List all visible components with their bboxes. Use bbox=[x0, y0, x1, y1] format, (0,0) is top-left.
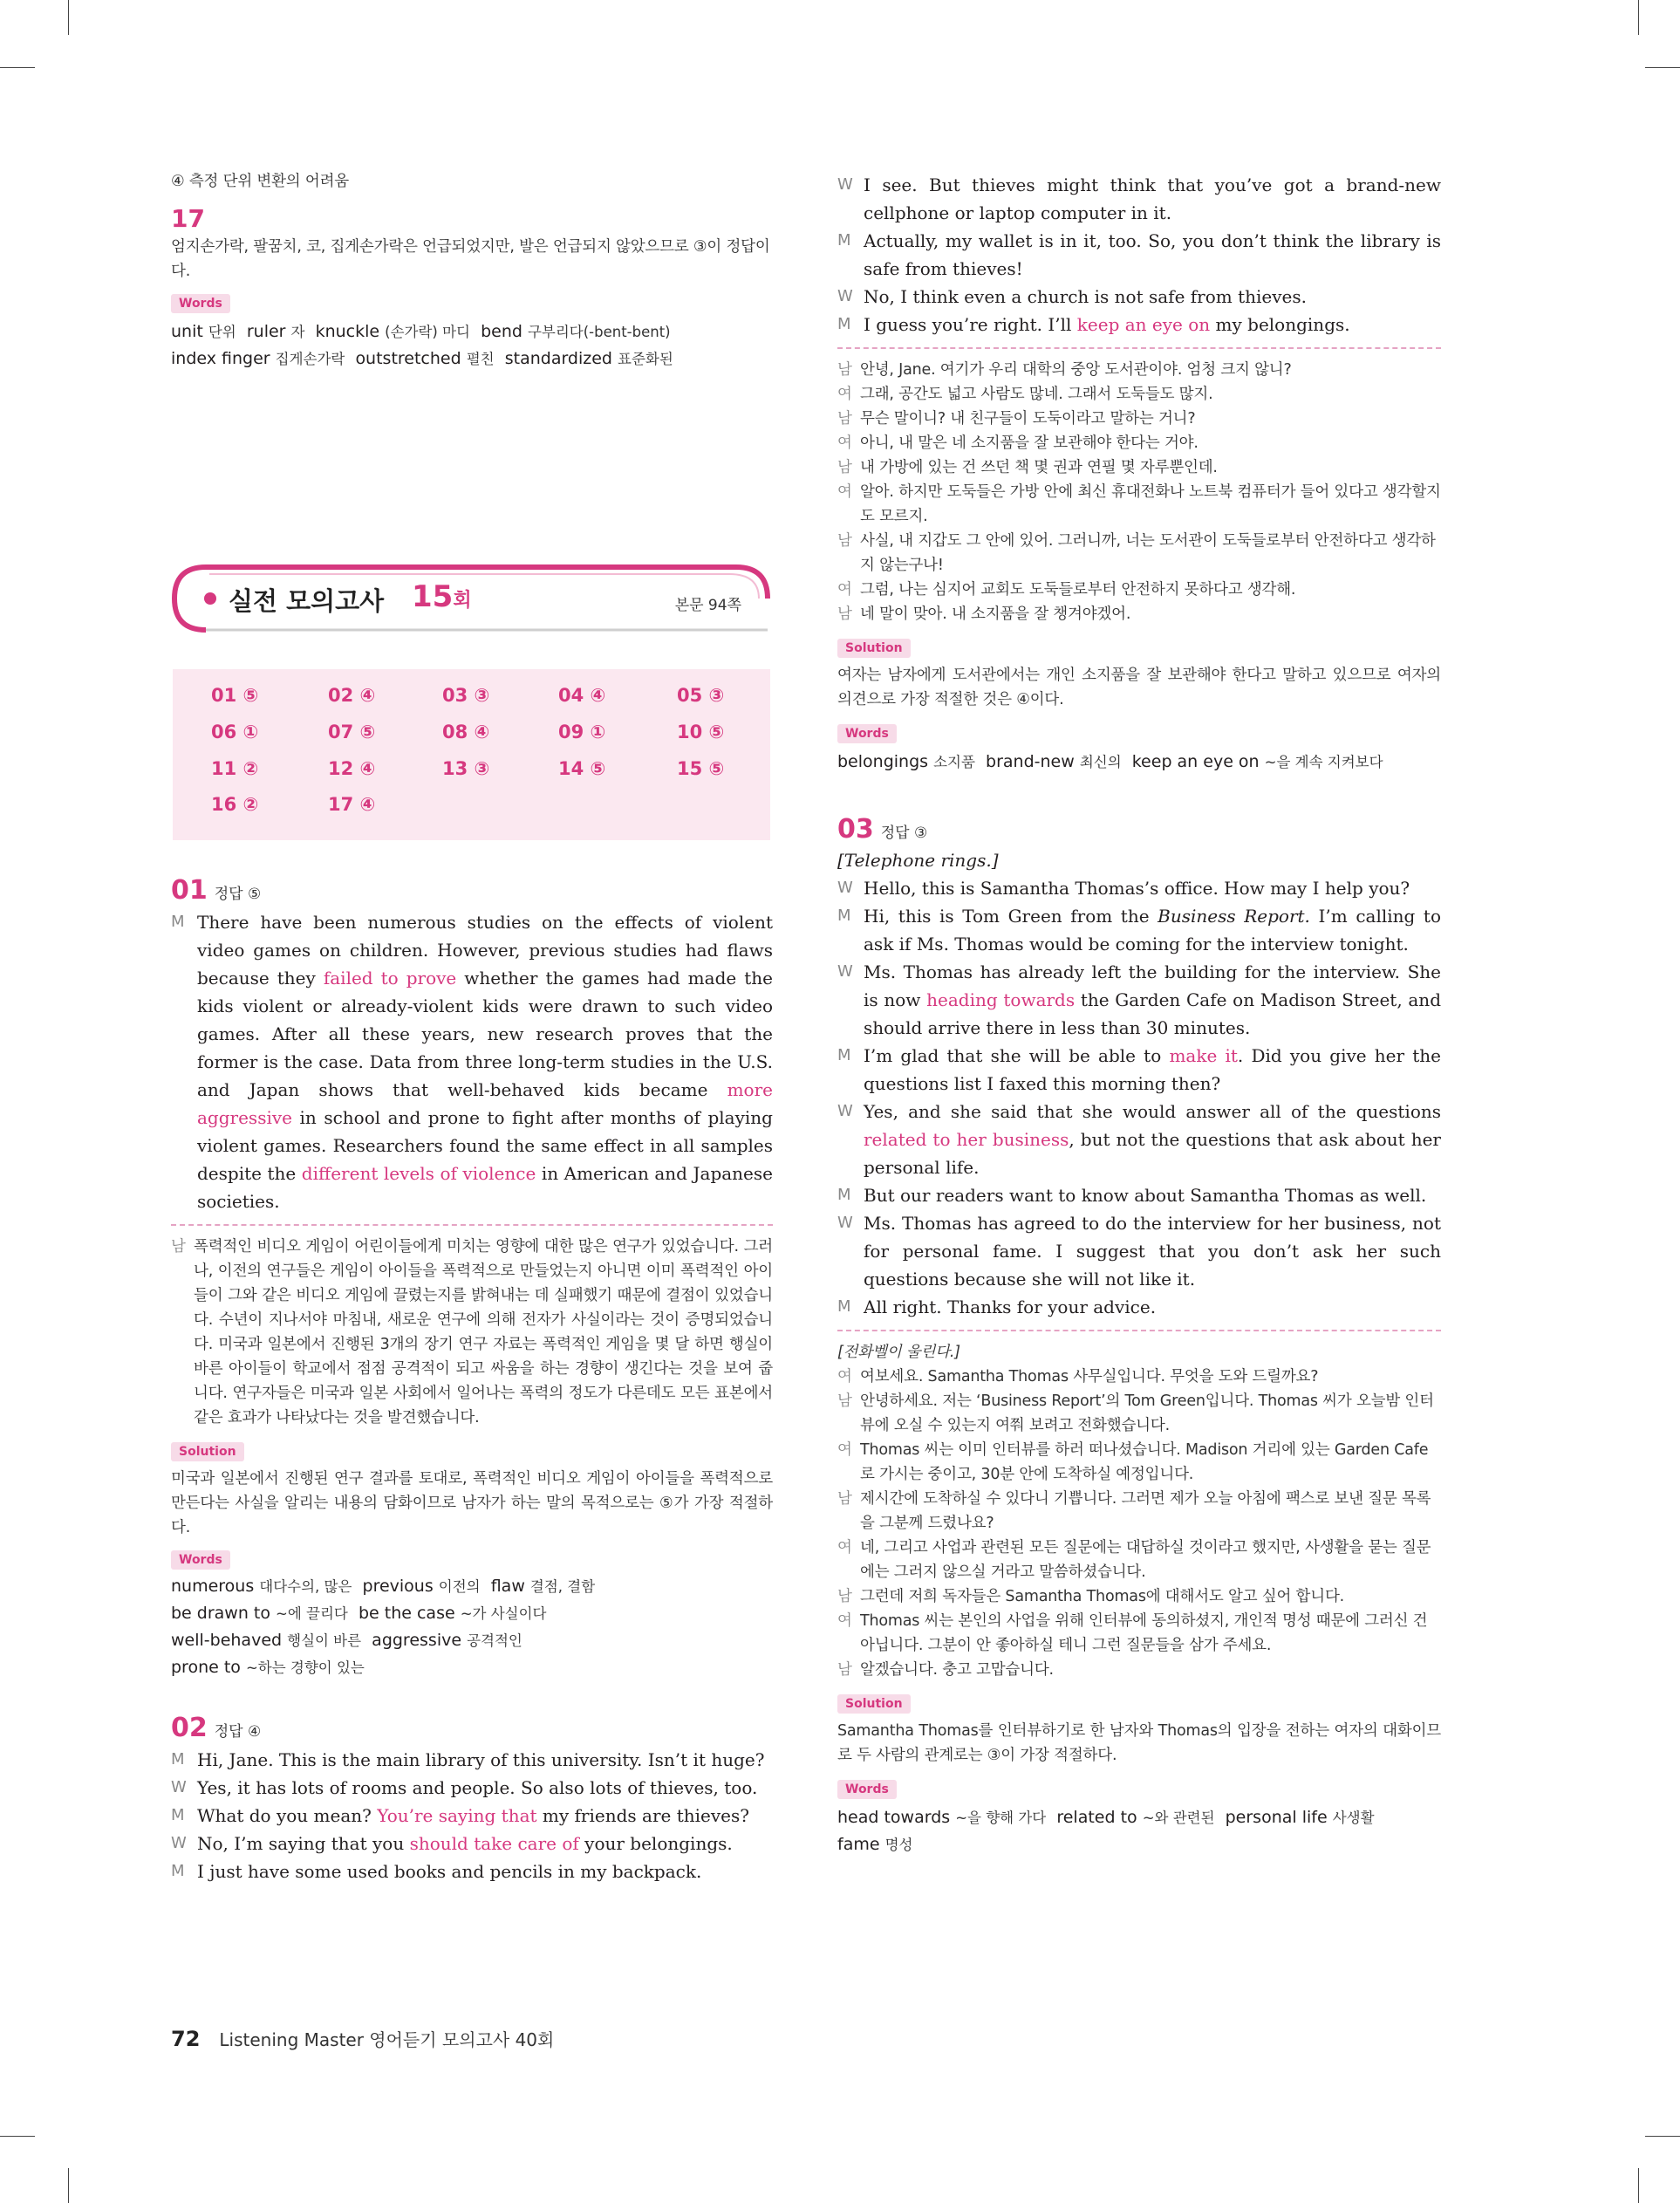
q17-words bbox=[171, 318, 773, 373]
answer-key-item: 17 ④ bbox=[328, 794, 376, 815]
word-meaning: 대다수의, 많은 bbox=[259, 1578, 352, 1595]
script-text: Hi, Jane. This is the main library of this university. Isn’t it huge? bbox=[197, 1749, 765, 1770]
word-meaning: 표준화된 bbox=[618, 351, 673, 367]
key-phrase: failed to prove bbox=[323, 968, 457, 989]
translation-line bbox=[837, 480, 1441, 529]
translation-text: 네, 그리고 사업과 관련된 모든 질문에는 대답하실 것이라고 했지만, 사생활을 묻는 질문에는 그러지 않으실 거라고 말씀하셨습니다. bbox=[860, 1539, 1431, 1581]
words-row bbox=[837, 1804, 1441, 1831]
q01-words bbox=[171, 1573, 773, 1681]
word-term: outstretched bbox=[355, 349, 461, 368]
speaker-label: 남 bbox=[837, 1661, 852, 1679]
banner-page-ref: 본문 94쪽 bbox=[674, 597, 741, 614]
speaker-label: M bbox=[171, 1750, 185, 1769]
word-term: flaw bbox=[490, 1577, 525, 1596]
translation-text: Thomas 씨는 본인의 사업을 위해 인터뷰에 동의하셨지, 개인적 명성 때문에 그러신 건 아닙니다. 그분이 안 좋아하실 테니 그런 질문들을 삼가 주세요. bbox=[860, 1612, 1428, 1654]
solution-tag: Solution bbox=[837, 639, 911, 658]
speaker-label: W bbox=[837, 175, 853, 194]
dialogue-line bbox=[171, 1802, 773, 1830]
script-text: Business Report. bbox=[1158, 906, 1310, 927]
speaker-label: W bbox=[837, 1102, 853, 1120]
key-phrase: different levels of violence bbox=[301, 1163, 536, 1184]
translation-line bbox=[837, 578, 1441, 602]
word-meaning: 구부리다(-bent-bent) bbox=[527, 324, 671, 340]
script-text: my friends are thieves? bbox=[536, 1805, 749, 1826]
word-meaning: 결점, 결함 bbox=[529, 1578, 596, 1595]
q02-answer: 정답 ④ bbox=[214, 1723, 262, 1741]
translation-line bbox=[837, 1389, 1441, 1438]
word-term: brand-new bbox=[986, 752, 1075, 771]
word-term: unit bbox=[171, 322, 203, 341]
word-meaning: 최신의 bbox=[1079, 754, 1122, 770]
speaker-label: M bbox=[171, 913, 185, 931]
q03-solution: Samantha Thomas를 인터뷰하기로 한 남자와 Thomas의 입장을 전하는 여자의 대화이므로 두 사람의 관계로는 ③이 가장 적절하다. bbox=[837, 1722, 1441, 1764]
word-meaning: ~에 끌리다 bbox=[276, 1605, 348, 1622]
translation-text: 사실, 내 지갑도 그 안에 있어. 그러니까, 너는 도서관이 도둑들로부터 안전하다고 생각하지 않는구나! bbox=[860, 532, 1436, 574]
word-term: bend bbox=[481, 322, 522, 341]
q17-number: 17 bbox=[171, 204, 205, 233]
word-meaning: 펼친 bbox=[466, 351, 495, 367]
answer-key-item: 16 ② bbox=[211, 794, 259, 815]
q02-words bbox=[837, 749, 1441, 776]
words-tag: Words bbox=[171, 1550, 230, 1570]
translation-text: 그런데 저희 독자들은 Samantha Thomas에 대해서도 알고 싶어 합니다. bbox=[860, 1588, 1345, 1605]
dialogue-line bbox=[837, 227, 1441, 283]
dialogue-line bbox=[837, 902, 1441, 958]
translation-line bbox=[837, 1609, 1441, 1658]
script-text: There have been numerous studies on the effects of violent video games on children. However, previous studies had flaws because they bbox=[197, 912, 773, 989]
q03-number: 03 bbox=[837, 814, 874, 845]
script-text: Ms. Thomas has agreed to do the interview for her business, not for personal fame. I suggest that you don’t ask her such questions because she will not like it. bbox=[864, 1213, 1441, 1290]
translation-text: 알아. 하지만 도둑들은 가방 안에 최신 휴대전화나 노트북 컴퓨터가 들어 있다고 생각할지도 모르지. bbox=[860, 483, 1441, 525]
translation-line bbox=[837, 358, 1441, 382]
word-meaning: ~을 향해 가다 bbox=[955, 1810, 1047, 1826]
translation-text: 네 말이 맞아. 내 소지품을 잘 챙겨야겠어. bbox=[860, 605, 1131, 623]
q03-header bbox=[837, 814, 1441, 845]
q02-translation bbox=[837, 358, 1441, 626]
divider bbox=[837, 347, 1441, 349]
word-term: aggressive bbox=[372, 1631, 462, 1650]
words-row bbox=[171, 318, 773, 346]
dialogue-line bbox=[171, 1830, 773, 1857]
word-meaning: ~하는 경향이 있는 bbox=[245, 1659, 365, 1676]
test-banner bbox=[171, 564, 771, 633]
translation-text: 그래, 공간도 넓고 사람도 많네. 그래서 도둑들도 많지. bbox=[860, 386, 1213, 403]
dialogue-line bbox=[837, 1209, 1441, 1293]
dialogue-line bbox=[837, 1098, 1441, 1181]
translation-text: 아니, 내 말은 네 소지품을 잘 보관해야 한다는 거야. bbox=[860, 434, 1199, 452]
word-term: head towards bbox=[837, 1808, 951, 1827]
word-meaning: (손가락) 마디 bbox=[385, 324, 470, 340]
script-text: whether the games had made the kids violent or already-violent kids were drawn to such video games. After all these years, new research proves that the former is the case. Data from three long-term studies in the U.S. and Japan shows that well-behaved kids became bbox=[197, 968, 773, 1100]
word-meaning: 공격적인 bbox=[467, 1632, 522, 1649]
speaker-label: 남 bbox=[837, 1588, 852, 1605]
q01-script-text bbox=[197, 912, 773, 1212]
book-title: Listening Master 영어듣기 모의고사 40회 bbox=[219, 2029, 555, 2050]
q01-answer: 정답 ⑤ bbox=[214, 886, 262, 903]
script-text: your belongings. bbox=[578, 1833, 733, 1854]
q03-translation bbox=[837, 1365, 1441, 1682]
translation-line bbox=[837, 382, 1441, 407]
speaker-label: W bbox=[837, 879, 853, 897]
script-text: Yes, it has lots of rooms and people. So also lots of thieves, too. bbox=[197, 1777, 758, 1798]
word-term: be drawn to bbox=[171, 1604, 270, 1623]
speaker-label: 여 bbox=[837, 1441, 852, 1459]
word-meaning: 단위 bbox=[208, 324, 236, 340]
script-text: All right. Thanks for your advice. bbox=[864, 1296, 1157, 1317]
dialogue-line bbox=[837, 958, 1441, 1042]
speaker-label: 남 bbox=[837, 605, 852, 623]
banner-title: 실전 모의고사 bbox=[229, 586, 385, 616]
speaker-label: M bbox=[171, 1862, 185, 1880]
banner-bullet-icon bbox=[204, 592, 216, 605]
translation-line bbox=[837, 1438, 1441, 1487]
speaker-label: 남 bbox=[837, 410, 852, 428]
dialogue-line bbox=[171, 1746, 773, 1774]
dialogue-line bbox=[837, 1181, 1441, 1209]
words-row bbox=[171, 1654, 773, 1681]
speaker-label: M bbox=[837, 315, 851, 333]
answer-key-item: 09 ① bbox=[558, 722, 606, 742]
key-phrase: should take care of bbox=[409, 1833, 579, 1854]
answer-key-item: 02 ④ bbox=[328, 685, 376, 706]
translation-line bbox=[837, 1536, 1441, 1584]
translation-text: 무슨 말이니? 내 친구들이 도둑이라고 말하는 거니? bbox=[860, 410, 1196, 428]
key-phrase: heading towards bbox=[926, 989, 1076, 1010]
word-term: related to bbox=[1056, 1808, 1137, 1827]
translation-line bbox=[837, 407, 1441, 431]
q02-header bbox=[171, 1713, 773, 1743]
q02-number: 02 bbox=[171, 1713, 208, 1743]
dialogue-line bbox=[837, 1293, 1441, 1321]
q01-translation bbox=[171, 1235, 773, 1430]
speaker-label: 남 bbox=[171, 1238, 186, 1255]
dialogue-line bbox=[171, 1774, 773, 1802]
q01-solution: 미국과 일본에서 진행된 연구 결과를 토대로, 폭력적인 비디오 게임이 아이들을 폭력적으로 만든다는 사실을 알리는 내용의 담화이므로 남자가 하는 말의 목적으로는 ⑤가 가장 적절하다. bbox=[171, 1470, 773, 1536]
speaker-label: 여 bbox=[837, 1368, 852, 1385]
word-term: numerous bbox=[171, 1577, 255, 1596]
word-meaning: 자 bbox=[290, 324, 305, 340]
crop-mark bbox=[1638, 0, 1639, 35]
crop-mark bbox=[1645, 2136, 1680, 2137]
answer-key-item: 04 ④ bbox=[558, 685, 606, 706]
page-number: 72 bbox=[171, 2027, 201, 2051]
script-text: Hello, this is Samantha Thomas’s office. How may I help you? bbox=[864, 878, 1410, 899]
script-text: Hi, this is Tom Green from the bbox=[864, 906, 1158, 927]
translation-line bbox=[837, 1584, 1441, 1609]
script-text: my belongings. bbox=[1210, 314, 1350, 335]
crop-mark bbox=[68, 0, 69, 35]
script-text: But our readers want to know about Samantha Thomas as well. bbox=[864, 1185, 1427, 1206]
speaker-label: 여 bbox=[837, 581, 852, 599]
q03-script bbox=[837, 874, 1441, 1321]
translation-line bbox=[837, 602, 1441, 626]
word-meaning: 명성 bbox=[884, 1837, 913, 1853]
translation-line bbox=[837, 431, 1441, 455]
speaker-label: 여 bbox=[837, 434, 852, 452]
q01-script bbox=[171, 908, 773, 1215]
translation-line bbox=[837, 1487, 1441, 1536]
translation-line bbox=[837, 1365, 1441, 1389]
speaker-label: W bbox=[837, 1214, 853, 1232]
script-text: , but not the questions that ask about her personal life. bbox=[864, 1129, 1441, 1178]
speaker-label: M bbox=[837, 1186, 851, 1204]
q17-explanation: 엄지손가락, 팔꿈치, 코, 집게손가락은 언급되었지만, 발은 언급되지 않았으므로 ③이 정답이다. bbox=[171, 238, 770, 280]
answer-key-item: 07 ⑤ bbox=[328, 722, 376, 742]
speaker-label: 남 bbox=[837, 1490, 852, 1508]
speaker-label: M bbox=[837, 231, 851, 250]
script-text: What do you mean? bbox=[197, 1805, 378, 1826]
key-phrase: keep an eye on bbox=[1076, 314, 1211, 335]
solution-tag: Solution bbox=[837, 1694, 911, 1714]
dialogue-line bbox=[837, 1042, 1441, 1098]
speaker-label: W bbox=[837, 287, 853, 305]
script-text: I see. But thieves might think that you’ve got a brand-new cellphone or laptop computer in it. bbox=[864, 174, 1441, 223]
speaker-label: W bbox=[171, 1834, 187, 1852]
translation-text: 그럼, 나는 심지어 교회도 도둑들로부터 안전하지 못하다고 생각해. bbox=[860, 581, 1296, 599]
answer-key-item: 05 ③ bbox=[677, 685, 725, 706]
script-text: I’m glad that she will be able to bbox=[864, 1045, 1170, 1066]
words-row bbox=[171, 1600, 773, 1627]
translation-line bbox=[837, 1658, 1441, 1682]
word-meaning: ~와 관련된 bbox=[1142, 1810, 1215, 1826]
q02-script-continued bbox=[837, 171, 1441, 339]
answer-grid bbox=[173, 669, 770, 840]
word-term: ruler bbox=[246, 322, 286, 341]
word-term: personal life bbox=[1225, 1808, 1328, 1827]
translation-text: 여보세요. Samantha Thomas 사무실입니다. 무엇을 도와 드릴까요? bbox=[860, 1368, 1319, 1385]
word-term: be the case bbox=[358, 1604, 455, 1623]
q02-script bbox=[171, 1746, 773, 1885]
left-column-bottom bbox=[171, 875, 773, 1885]
dialogue-line bbox=[837, 171, 1441, 227]
speaker-label: 여 bbox=[837, 483, 852, 501]
words-row bbox=[171, 1573, 773, 1600]
script-text: Ms. Thomas has already left the building for the interview. She is now bbox=[864, 961, 1441, 1010]
answer-key-item: 14 ⑤ bbox=[558, 758, 606, 779]
word-term: fame bbox=[837, 1835, 880, 1854]
word-meaning: 집게손가락 bbox=[275, 351, 345, 367]
answer-key-item: 11 ② bbox=[211, 758, 259, 779]
speaker-label: M bbox=[837, 1046, 851, 1064]
q03-ko-stage-direction: [전화벨이 울린다.] bbox=[837, 1344, 960, 1361]
word-meaning: 소지품 bbox=[933, 754, 975, 770]
script-text: Actually, my wallet is in it, too. So, you don’t think the library is safe from thieves! bbox=[864, 230, 1441, 279]
words-row bbox=[171, 1627, 773, 1654]
solution-tag: Solution bbox=[171, 1442, 244, 1461]
speaker-label: W bbox=[837, 962, 853, 981]
key-phrase: related to her business bbox=[864, 1129, 1069, 1150]
answer-key-item: 12 ④ bbox=[328, 758, 376, 779]
word-meaning: 행실이 바른 bbox=[287, 1632, 362, 1649]
translation-text: Thomas 씨는 이미 인터뷰를 하러 떠나셨습니다. Madison 거리에 있는 Garden Cafe로 가시는 중이고, 30분 안에 도착하실 예정입니다. bbox=[860, 1441, 1429, 1483]
words-tag: Words bbox=[171, 294, 230, 313]
script-text: I guess you’re right. I’ll bbox=[864, 314, 1077, 335]
word-term: prone to bbox=[171, 1658, 241, 1677]
key-phrase: You’re saying that bbox=[377, 1805, 537, 1826]
translation-line bbox=[837, 455, 1441, 480]
q03-words bbox=[837, 1804, 1441, 1858]
speaker-label: 여 bbox=[837, 386, 852, 403]
dialogue-line bbox=[837, 874, 1441, 902]
dialogue-line bbox=[837, 283, 1441, 311]
right-column bbox=[837, 171, 1441, 1858]
words-row bbox=[837, 1831, 1441, 1858]
script-text: No, I’m saying that you bbox=[197, 1833, 410, 1854]
answer-key-item: 01 ⑤ bbox=[211, 685, 259, 706]
answer-key-item: 03 ③ bbox=[442, 685, 490, 706]
q01-translation-text: 폭력적인 비디오 게임이 어린이들에게 미치는 영향에 대한 많은 연구가 있었습니다. 그러나, 이전의 연구들은 게임이 아이들을 폭력적으로 만들었는지 아니면 이미 폭력적인 아이들이 그와 같은 비디오 게임에 끌렸는지를 밝혀내는 데 실패했기 때문에 결점이 있었습니다. 수년이 지나서야 마침내, 새로운 연구에 의해 전자가 사실이라는 것이 증명되었습니다. 미국과 일본에서 진행된 3개의 장기 연구 자료는 폭력적인 게임을 몇 달 하면 행실이 바른 아이들이 학교에서 점점 공격적이 되고 싸움을 하는 경향이 생긴다는 것을 보여 줍니다. 연구자들은 미국과 일본 사회에서 일어나는 폭력의 정도가 다른데도 모든 표본에서 같은 효과가 나타났다는 것을 발견했습니다. bbox=[194, 1238, 773, 1426]
script-text: No, I think even a church is not safe from thieves. bbox=[864, 286, 1307, 307]
speaker-label: 여 bbox=[837, 1612, 852, 1630]
script-text: the Garden Cafe on Madison Street, and should arrive there in less than 30 minutes. bbox=[864, 989, 1441, 1038]
script-text: in American and Japanese societies. bbox=[197, 1163, 773, 1212]
q03-stage-direction: [Telephone rings.] bbox=[837, 850, 999, 871]
divider bbox=[837, 1330, 1441, 1331]
word-term: well-behaved bbox=[171, 1631, 283, 1650]
word-term: belongings bbox=[837, 752, 929, 771]
translation-line bbox=[837, 529, 1441, 578]
script-text: I just have some used books and pencils in my backpack. bbox=[197, 1861, 702, 1882]
script-text: in school and prone to fight after months of playing violent games. Researchers found the same effect in all samples despite the bbox=[197, 1107, 773, 1184]
left-column-top bbox=[171, 166, 773, 373]
q02-solution: 여자는 남자에게 도서관에서는 개인 소지품을 잘 보관해야 한다고 말하고 있으므로 여자의 의견으로 가장 적절한 것은 ④이다. bbox=[837, 667, 1441, 708]
script-text: I’m calling to ask if Ms. Thomas would be coming for the interview tonight. bbox=[864, 906, 1441, 954]
speaker-label: 여 bbox=[837, 1539, 852, 1556]
speaker-label: 남 bbox=[837, 361, 852, 379]
translation-text: 내 가방에 있는 건 쓰던 책 몇 권과 연필 몇 자루뿐인데. bbox=[860, 459, 1218, 476]
speaker-label: M bbox=[837, 907, 851, 925]
banner-number: 15회 bbox=[412, 579, 472, 614]
answer-key-item: 15 ⑤ bbox=[677, 758, 725, 779]
crop-mark bbox=[1645, 67, 1680, 68]
words-tag: Words bbox=[837, 1780, 897, 1799]
translation-text: 알겠습니다. 충고 고맙습니다. bbox=[860, 1661, 1054, 1679]
word-meaning: 사생활 bbox=[1332, 1810, 1375, 1826]
word-meaning: ~가 사실이다 bbox=[460, 1605, 547, 1622]
speaker-label: 남 bbox=[837, 1392, 852, 1410]
translation-text: 안녕, Jane. 여기가 우리 대학의 중앙 도서관이야. 엄청 크지 않니? bbox=[860, 361, 1292, 379]
q03-answer: 정답 ③ bbox=[880, 824, 928, 842]
answer-key-item: 13 ③ bbox=[442, 758, 490, 779]
speaker-label: M bbox=[171, 1806, 185, 1824]
answer-key-item: 08 ④ bbox=[442, 722, 490, 742]
words-row bbox=[837, 749, 1441, 776]
answer-key-item: 06 ① bbox=[211, 722, 259, 742]
word-term: previous bbox=[362, 1577, 434, 1596]
speaker-label: M bbox=[837, 1297, 851, 1316]
dialogue-line bbox=[171, 1857, 773, 1885]
crop-mark bbox=[1638, 2168, 1639, 2203]
translation-text: 제시간에 도착하실 수 있다니 기쁩니다. 그러면 제가 오늘 아침에 팩스로 보낸 질문 목록을 그분께 드렸나요? bbox=[860, 1490, 1431, 1532]
word-term: index finger bbox=[171, 349, 270, 368]
translation-text: 안녕하세요. 저는 ‘Business Report’의 Tom Green입니다. Thomas 씨가 오늘밤 인터뷰에 오실 수 있는지 여쭤 보려고 전화했습니다. bbox=[860, 1392, 1434, 1434]
answer-key-item: 10 ⑤ bbox=[677, 722, 725, 742]
word-meaning: ~을 계속 지켜보다 bbox=[1264, 754, 1383, 770]
script-text: . Did you give her the questions list I faxed this morning then? bbox=[864, 1045, 1442, 1094]
speaker-label: 남 bbox=[837, 532, 852, 550]
word-term: standardized bbox=[504, 349, 612, 368]
q17-section bbox=[171, 204, 773, 373]
speaker-label: W bbox=[171, 1778, 187, 1796]
crop-mark bbox=[68, 2168, 69, 2203]
q01-header bbox=[171, 875, 773, 906]
crop-mark bbox=[0, 67, 35, 68]
page-footer bbox=[171, 2026, 554, 2051]
word-term: keep an eye on bbox=[1131, 752, 1260, 771]
speaker-label: 남 bbox=[837, 459, 852, 476]
previous-answer-line: ④ 측정 단위 변환의 어려움 bbox=[171, 173, 349, 190]
q01-number: 01 bbox=[171, 875, 208, 906]
word-term: knuckle bbox=[315, 322, 380, 341]
divider bbox=[171, 1224, 773, 1226]
crop-mark bbox=[0, 2136, 35, 2137]
script-text: Yes, and she said that she would answer all of the questions bbox=[864, 1101, 1441, 1122]
words-tag: Words bbox=[837, 724, 897, 743]
word-meaning: 이전의 bbox=[438, 1578, 481, 1595]
key-phrase: make it bbox=[1169, 1045, 1238, 1066]
dialogue-line bbox=[837, 311, 1441, 339]
words-row bbox=[171, 346, 773, 373]
key-phrase: more aggressive bbox=[197, 1079, 773, 1128]
